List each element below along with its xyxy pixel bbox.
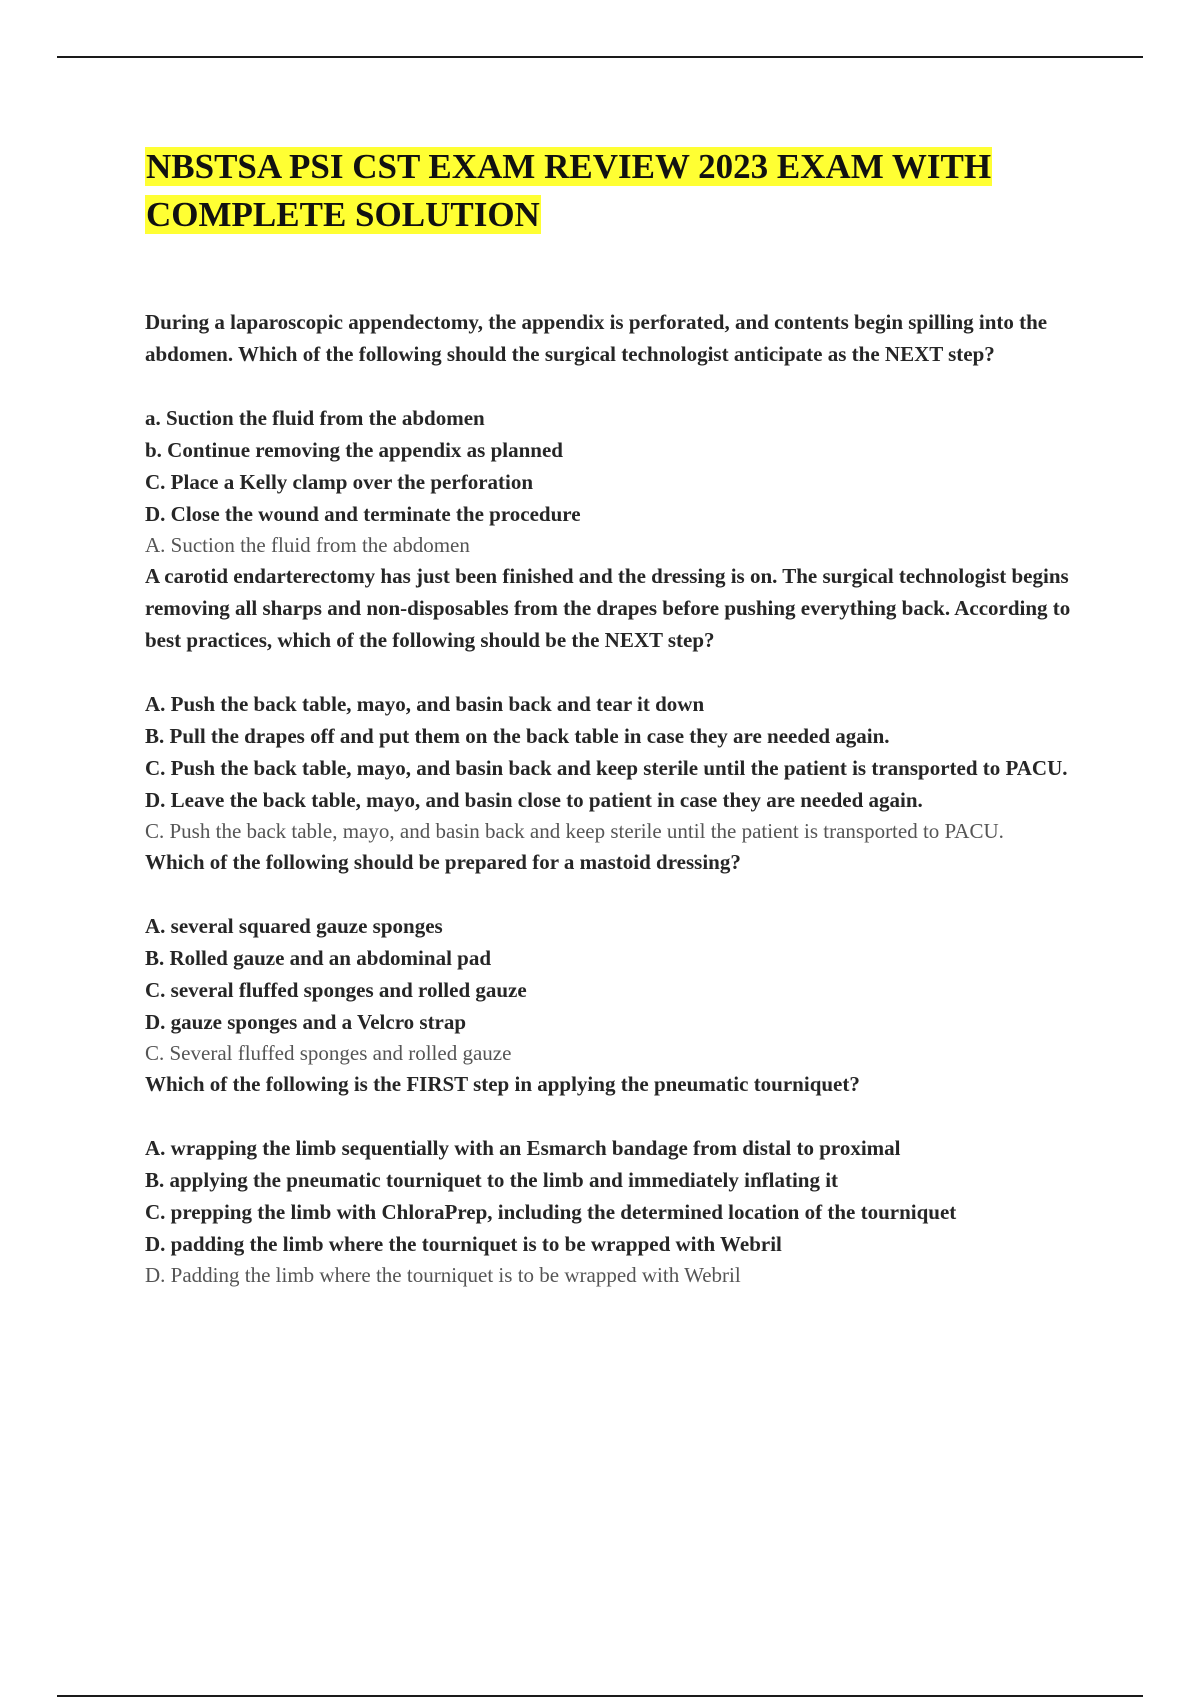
answer-text: C. Several fluffed sponges and rolled gauze: [145, 1041, 512, 1065]
option-b: b. Continue removing the appendix as planned: [145, 438, 563, 462]
option-d: D. padding the limb where the tourniquet is to be wrapped with Webril: [145, 1232, 782, 1256]
option-c: C. prepping the limb with ChloraPrep, including the determined location of the tourniquet: [145, 1200, 957, 1224]
document-body: [145, 306, 1085, 1290]
question-block-4: [145, 1068, 1085, 1290]
option-b: B. Pull the drapes off and put them on the back table in case they are needed again.: [145, 724, 890, 748]
option-c: C. several fluffed sponges and rolled gauze: [145, 978, 527, 1002]
option-b: B. applying the pneumatic tourniquet to the limb and immediately inflating it: [145, 1168, 839, 1192]
option-c: C. Place a Kelly clamp over the perforation: [145, 470, 534, 494]
option-d: D. Leave the back table, mayo, and basin close to patient in case they are needed again.: [145, 788, 923, 812]
top-rule: [57, 56, 1143, 58]
question-text: Which of the following is the FIRST step in applying the pneumatic tourniquet?: [145, 1072, 860, 1096]
option-d: D. gauze sponges and a Velcro strap: [145, 1010, 467, 1034]
question-text: During a laparoscopic appendectomy, the appendix is perforated, and contents begin spilling into the abdomen. Which of the following should the surgical technologist anticipate as the NEXT step?: [145, 310, 1048, 366]
bottom-rule: [57, 1695, 1143, 1697]
spacer: [145, 370, 1085, 402]
option-b: B. Rolled gauze and an abdominal pad: [145, 946, 492, 970]
question-text: Which of the following should be prepared for a mastoid dressing?: [145, 850, 741, 874]
question-block-2: [145, 560, 1085, 846]
question-block-1: [145, 306, 1085, 560]
document-title: [145, 143, 1095, 239]
option-a: a. Suction the fluid from the abdomen: [145, 406, 485, 430]
option-a: A. wrapping the limb sequentially with an Esmarch bandage from distal to proximal: [145, 1136, 901, 1160]
answer-text: D. Padding the limb where the tourniquet is to be wrapped with Webril: [145, 1263, 741, 1287]
spacer: [145, 1100, 1085, 1132]
option-d: D. Close the wound and terminate the procedure: [145, 502, 581, 526]
option-a: A. several squared gauze sponges: [145, 914, 443, 938]
document-title-highlight: NBSTSA PSI CST EXAM REVIEW 2023 EXAM WITH COMPLETE SOLUTION: [146, 147, 992, 234]
answer-text: C. Push the back table, mayo, and basin back and keep sterile until the patient is transported to PACU.: [145, 819, 1004, 843]
question-text: A carotid endarterectomy has just been finished and the dressing is on. The surgical technologist begins removing all sharps and non-disposables from the drapes before pushing everything back. According to best practices, which of the following should be the NEXT step?: [145, 564, 1071, 652]
answer-text: A. Suction the fluid from the abdomen: [145, 533, 470, 557]
question-block-3: [145, 846, 1085, 1068]
option-a: A. Push the back table, mayo, and basin back and tear it down: [145, 692, 705, 716]
spacer: [145, 878, 1085, 910]
spacer: [145, 656, 1085, 688]
option-c: C. Push the back table, mayo, and basin back and keep sterile until the patient is transported to PACU.: [145, 756, 1068, 780]
